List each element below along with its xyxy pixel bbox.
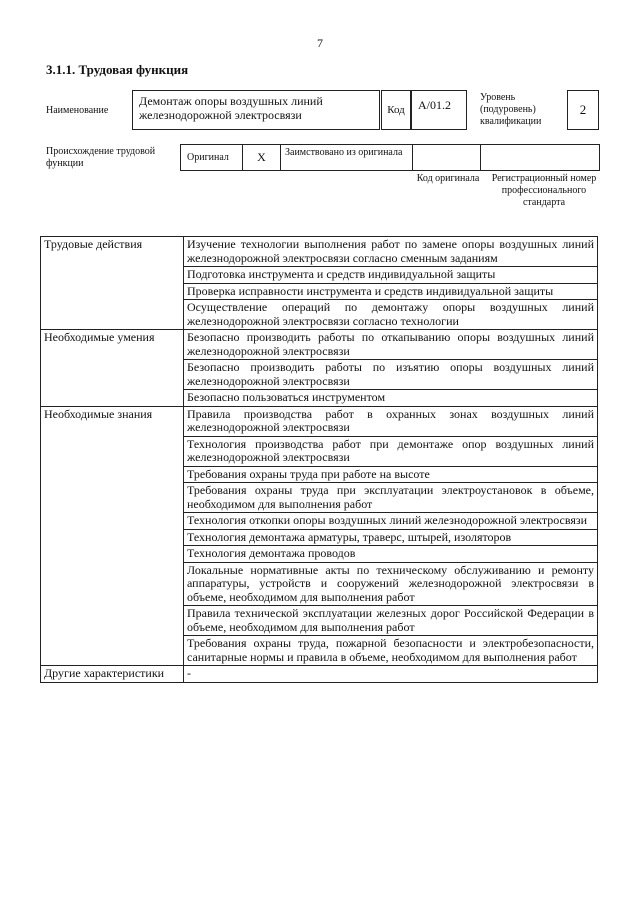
code-value-field: A/01.2 — [411, 90, 467, 130]
origin-row — [180, 144, 600, 171]
item-cell: Требования охраны труда, пожарной безопасности и электробезопасности, санитарные нормы и правила в объеме, необходимом для выполнения работ — [184, 636, 598, 666]
item-cell: Осуществление операций по демонтажу опоры воздушных линий железнодорожной электросвязи согласно технологии — [184, 300, 598, 330]
table-row — [41, 666, 598, 683]
original-code-cell — [413, 145, 481, 170]
item-cell: Технология демонтажа арматуры, траверс, штырей, изоляторов — [184, 529, 598, 546]
name-label: Наименование — [46, 105, 109, 116]
code-label: Код — [381, 90, 411, 130]
item-cell: Проверка исправности инструмента и средств индивидуальной защиты — [184, 283, 598, 300]
category-cell: Трудовые действия — [41, 237, 184, 330]
table-row — [41, 237, 598, 267]
original-label: Оригинал — [181, 145, 243, 170]
item-cell: Безопасно производить работы по откапыванию опоры воздушных линий железнодорожной электросвязи — [184, 330, 598, 360]
borrowed-label: Заимствовано из оригинала — [281, 145, 413, 170]
level-value-field: 2 — [567, 90, 599, 130]
item-cell: Требования охраны труда при работе на высоте — [184, 466, 598, 483]
table-row — [41, 406, 598, 436]
category-cell: Необходимые умения — [41, 330, 184, 407]
function-name-field: Демонтаж опоры воздушных линий железнодорожной электросвязи — [132, 90, 380, 130]
registration-caption: Регистрационный номер профессионального стандарта — [491, 173, 597, 208]
category-cell: Необходимые знания — [41, 406, 184, 666]
registration-number-cell — [481, 145, 599, 170]
item-cell: - — [184, 666, 598, 683]
item-cell: Безопасно пользоваться инструментом — [184, 390, 598, 407]
origin-label: Происхождение трудовой функции — [46, 146, 156, 169]
item-cell: Технология производства работ при демонтаже опор воздушных линий железнодорожной электросвязи — [184, 436, 598, 466]
item-cell: Технология откопки опоры воздушных линий железнодорожной электросвязи — [184, 513, 598, 530]
level-label: Уровень (подуровень) квалификации — [480, 92, 542, 127]
table-row — [41, 330, 598, 360]
item-cell: Требования охраны труда при эксплуатации электроустановок в объеме, необходимом для выполнения работ — [184, 483, 598, 513]
item-cell: Правила технической эксплуатации железных дорог Российской Федерации в объеме, необходимом для выполнения работ — [184, 606, 598, 636]
item-cell: Безопасно производить работы по изъятию опоры воздушных линий железнодорожной электросвязи — [184, 360, 598, 390]
item-cell: Подготовка инструмента и средств индивидуальной защиты — [184, 267, 598, 284]
item-cell: Технология демонтажа проводов — [184, 546, 598, 563]
original-code-caption: Код оригинала — [416, 173, 480, 184]
page-number: 7 — [317, 36, 323, 50]
function-table — [40, 236, 598, 683]
item-cell: Правила производства работ в охранных зонах воздушных линий железнодорожной электросвязи — [184, 406, 598, 436]
item-cell: Изучение технологии выполнения работ по замене опоры воздушных линий железнодорожной электросвязи согласно сменным заданиям — [184, 237, 598, 267]
category-cell: Другие характеристики — [41, 666, 184, 683]
item-cell: Локальные нормативные акты по техническому обслуживанию и ремонту аппаратуры, устройств и сооружений железнодорожной электросвязи в объеме, необходимом для выполнения работ — [184, 562, 598, 606]
original-mark: X — [243, 145, 281, 170]
section-title: 3.1.1. Трудовая функция — [46, 62, 189, 77]
